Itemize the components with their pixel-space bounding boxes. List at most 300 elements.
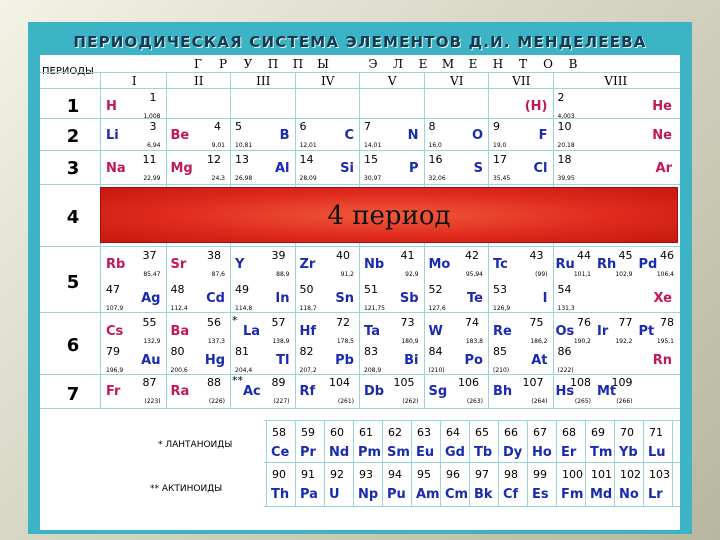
- atomic-mass: 137,3: [207, 338, 225, 345]
- element-cell: [102, 153, 167, 184]
- atomic-mass: 35,45: [493, 175, 511, 182]
- header-letter: Т: [518, 57, 527, 71]
- period-number: 7: [66, 384, 80, 405]
- atomic-mass: (226): [208, 398, 225, 405]
- period-4-banner: [100, 187, 678, 243]
- header-letter: У: [243, 57, 253, 71]
- atomic-number: 38: [207, 249, 221, 262]
- atomic-mass: 183,8: [465, 338, 483, 345]
- element-cell: [554, 283, 679, 314]
- atomic-number: 100: [562, 468, 583, 481]
- atomic-mass: 28,09: [299, 175, 317, 182]
- actinide-cell: [326, 466, 355, 506]
- element-symbol: Al: [274, 161, 290, 176]
- element-symbol: Cl: [533, 161, 548, 176]
- element-symbol: Mo: [428, 257, 451, 272]
- element-symbol: Na: [106, 161, 126, 176]
- atomic-number: 37: [142, 249, 157, 262]
- group-label: V: [387, 74, 397, 88]
- group-label: I: [131, 74, 137, 88]
- atomic-mass: 4,003: [557, 113, 575, 120]
- element-cell: [425, 120, 490, 151]
- atomic-number: 68: [562, 426, 576, 439]
- atomic-mass: (99): [535, 271, 548, 278]
- atomic-mass: 196,9: [106, 367, 124, 374]
- atomic-mass: 195,1: [656, 338, 674, 345]
- atomic-mass: 126,9: [493, 305, 511, 312]
- atomic-number: 57: [271, 316, 286, 329]
- element-symbol: O: [471, 128, 483, 143]
- element-symbol: Tl: [276, 353, 290, 368]
- header-letter: Э: [368, 57, 378, 71]
- atomic-number: 89: [271, 376, 286, 389]
- element-symbol: Am: [416, 487, 440, 502]
- header-letter: О: [543, 57, 553, 71]
- element-symbol: Ac: [243, 384, 261, 399]
- element-cell: [360, 249, 425, 280]
- header-letter: Е: [418, 57, 428, 71]
- element-cell: [425, 376, 490, 407]
- element-cell: [167, 120, 232, 151]
- element-symbol: Cm: [445, 487, 469, 502]
- lanthanide-cell: [355, 424, 384, 464]
- atomic-number: 17: [493, 153, 507, 166]
- element-symbol: Xe: [653, 291, 672, 306]
- element-cell: [296, 316, 361, 347]
- atomic-number: 42: [465, 249, 479, 262]
- grid-hline: [40, 246, 680, 247]
- element-symbol: In: [275, 291, 290, 306]
- element-symbol: Si: [340, 161, 354, 176]
- element-symbol: Pb: [335, 353, 354, 368]
- element-cell: [360, 283, 425, 314]
- fblock-vline: [440, 420, 441, 506]
- element-cell: [231, 249, 296, 280]
- atomic-number: 105: [393, 376, 415, 389]
- atomic-number: 104: [329, 376, 350, 389]
- header-letter: Ы: [317, 57, 329, 71]
- atomic-number: 91: [301, 468, 315, 481]
- element-symbol: Th: [271, 487, 290, 502]
- group-label: II: [194, 74, 204, 88]
- lanthanides-label: * ЛАНТАНОИДЫ: [158, 440, 233, 450]
- element-cell: [296, 283, 361, 314]
- element-symbol: Md: [590, 487, 613, 502]
- lanthanide-cell: [297, 424, 326, 464]
- element-symbol: Pt: [638, 324, 655, 339]
- element-cell: [231, 120, 296, 151]
- atomic-number: 2: [557, 91, 565, 104]
- element-symbol: Pd: [638, 257, 658, 272]
- element-symbol: Y: [235, 257, 245, 272]
- atomic-mass: (223): [144, 398, 161, 405]
- atomic-mass: 102,9: [615, 271, 633, 278]
- fblock-hline: [264, 462, 680, 463]
- element-symbol: Be: [170, 128, 190, 143]
- atomic-mass: 87,6: [211, 271, 225, 278]
- element-symbol: Po: [464, 353, 483, 368]
- atomic-mass: 92,9: [405, 271, 419, 278]
- element-cell: [554, 316, 596, 347]
- element-cell: [296, 376, 361, 407]
- atomic-mass: 192,2: [615, 338, 633, 345]
- fblock-hline: [264, 506, 680, 507]
- atomic-number: 77: [618, 316, 633, 329]
- atomic-number: 73: [400, 316, 415, 329]
- atomic-number: 54: [557, 283, 572, 296]
- element-symbol: Ho: [532, 445, 552, 460]
- element-symbol: Rn: [652, 353, 672, 368]
- element-cell: [489, 376, 554, 407]
- atomic-number: 63: [417, 426, 431, 439]
- element-symbol: Li: [106, 128, 119, 143]
- element-symbol: Mg: [170, 161, 193, 176]
- atomic-number: 87: [142, 376, 157, 389]
- atomic-number: 6: [299, 120, 307, 133]
- atomic-number: 84: [428, 345, 443, 358]
- atomic-mass: 26,98: [235, 175, 253, 182]
- atomic-number: 53: [493, 283, 507, 296]
- element-symbol: Hs: [555, 384, 575, 399]
- element-cell: [231, 376, 296, 407]
- atomic-mass: 14,01: [364, 142, 382, 149]
- grid-hline: [40, 88, 680, 89]
- element-cell: [231, 153, 296, 184]
- header-letter: П: [267, 57, 279, 71]
- atomic-number: 62: [388, 426, 402, 439]
- lanthanide-cell: [326, 424, 355, 464]
- element-symbol: Fr: [106, 384, 121, 399]
- element-symbol: Ta: [364, 324, 380, 339]
- grid-hline: [40, 72, 680, 73]
- element-symbol: Os: [555, 324, 575, 339]
- atomic-mass: 121,75: [364, 305, 385, 312]
- atomic-number: 4: [214, 120, 221, 133]
- atomic-number: 51: [364, 283, 378, 296]
- atomic-number: 88: [207, 376, 221, 389]
- header-letter: В: [568, 57, 578, 71]
- element-symbol: Ce: [271, 445, 290, 460]
- element-cell: [554, 91, 679, 122]
- header-letter: П: [292, 57, 304, 71]
- grid-hline: [40, 184, 680, 185]
- atomic-number: 61: [359, 426, 373, 439]
- element-cell: [296, 249, 361, 280]
- atomic-number: 10: [557, 120, 572, 133]
- element-cell: [425, 283, 490, 314]
- atomic-mass: 208,9: [364, 367, 382, 374]
- element-symbol: U: [329, 487, 340, 502]
- header-letter: Л: [392, 57, 403, 71]
- fblock-vline: [643, 420, 644, 506]
- atomic-number: 75: [529, 316, 544, 329]
- atomic-number: 12: [207, 153, 221, 166]
- element-symbol: Rh: [597, 257, 617, 272]
- atomic-mass: 95,94: [465, 271, 483, 278]
- actinide-cell: [384, 466, 413, 506]
- lanthanide-cell: [529, 424, 558, 464]
- header-letter: Р: [218, 57, 228, 71]
- element-cell: [102, 316, 167, 347]
- atomic-mass: 127,6: [428, 305, 446, 312]
- element-symbol: He: [652, 99, 672, 114]
- element-cell: [102, 283, 167, 314]
- element-symbol: Ba: [170, 324, 190, 339]
- element-cell: [167, 153, 232, 184]
- atomic-mass: 30,97: [364, 175, 382, 182]
- lanthanide-cell: [384, 424, 413, 464]
- atomic-number: 58: [272, 426, 286, 439]
- atomic-mass: 91,2: [340, 271, 354, 278]
- element-symbol: Nd: [329, 445, 350, 460]
- atomic-mass: 132,9: [143, 338, 161, 345]
- element-cell: [425, 153, 490, 184]
- atomic-mass: 10,81: [235, 142, 253, 149]
- element-symbol: Np: [358, 487, 379, 502]
- element-symbol: Ra: [170, 384, 190, 399]
- element-cell: [489, 283, 554, 314]
- element-symbol: Bi: [404, 353, 419, 368]
- atomic-mass: (227): [273, 398, 290, 405]
- element-cell: [167, 249, 232, 280]
- period-number: 4: [66, 207, 80, 228]
- element-cell: [425, 249, 490, 280]
- element-symbol: S: [473, 161, 483, 176]
- atomic-number: 101: [591, 468, 612, 481]
- actinide-cell: [616, 466, 645, 506]
- element-cell: [425, 316, 490, 347]
- fblock-vline: [411, 420, 412, 506]
- grid-hline: [40, 408, 680, 409]
- atomic-mass: 131,3: [557, 305, 575, 312]
- fblock-vline: [469, 420, 470, 506]
- atomic-mass: 112,4: [170, 305, 188, 312]
- atomic-number: 93: [359, 468, 373, 481]
- actinide-cell: [645, 466, 674, 506]
- element-cell: [102, 249, 167, 280]
- atomic-number: 40: [336, 249, 350, 262]
- atomic-number: 64: [446, 426, 460, 439]
- actinide-cell: [355, 466, 384, 506]
- element-cell: [595, 249, 637, 280]
- element-symbol: Cf: [503, 487, 519, 502]
- atomic-mass: 88,9: [276, 271, 290, 278]
- element-cell: [554, 153, 679, 184]
- atomic-number: 45: [618, 249, 633, 262]
- header-letter: Е: [468, 57, 478, 71]
- atomic-number: 71: [649, 426, 663, 439]
- actinide-cell: [587, 466, 616, 506]
- atomic-mass: (261): [337, 398, 354, 405]
- fblock-vline: [614, 420, 615, 506]
- element-cell: [554, 376, 596, 407]
- element-symbol: Hg: [204, 353, 225, 368]
- atomic-number: 96: [446, 468, 460, 481]
- atomic-mass: 180,9: [401, 338, 419, 345]
- actinide-cell: [268, 466, 297, 506]
- atomic-number: 39: [271, 249, 286, 262]
- element-cell: [489, 153, 554, 184]
- fblock-hline: [264, 420, 680, 421]
- element-symbol: (H): [524, 99, 548, 114]
- element-symbol: Bh: [493, 384, 513, 399]
- element-symbol: I: [542, 291, 548, 306]
- element-cell: [231, 316, 296, 347]
- atomic-number: 8: [428, 120, 436, 133]
- header-letter: Г: [194, 57, 202, 71]
- atomic-number: 18: [557, 153, 572, 166]
- element-symbol: Mt: [597, 384, 617, 399]
- element-cell: [102, 345, 167, 376]
- group-label: VI: [450, 74, 464, 88]
- group-label: IV: [321, 74, 335, 88]
- fblock-vline: [527, 420, 528, 506]
- element-symbol: Eu: [416, 445, 435, 460]
- atomic-number: 59: [301, 426, 315, 439]
- atomic-mass: 207,2: [299, 367, 317, 374]
- element-symbol: Te: [467, 291, 483, 306]
- atomic-number: 7: [364, 120, 371, 133]
- actinides-label: ** АКТИНОИДЫ: [150, 484, 223, 494]
- element-cell: [360, 153, 425, 184]
- element-symbol: C: [344, 128, 354, 143]
- atomic-number: 95: [417, 468, 431, 481]
- atomic-mass: 22,99: [143, 175, 161, 182]
- element-symbol: P: [408, 161, 419, 176]
- fblock-vline: [556, 420, 557, 506]
- fblock-vline: [672, 420, 673, 506]
- element-symbol: Db: [364, 384, 385, 399]
- atomic-number: 81: [235, 345, 249, 358]
- atomic-mass: 101,1: [573, 271, 591, 278]
- element-cell: [554, 249, 596, 280]
- atomic-number: 48: [170, 283, 185, 296]
- atomic-number: 16: [428, 153, 443, 166]
- atomic-mass: 19,0: [493, 142, 507, 149]
- element-symbol: Cd: [206, 291, 225, 306]
- group-label: III: [256, 74, 271, 88]
- element-cell: [167, 345, 232, 376]
- element-symbol: Rf: [299, 384, 316, 399]
- actinide-cell: [558, 466, 587, 506]
- element-cell: [102, 120, 167, 151]
- atomic-number: 109: [611, 376, 633, 389]
- atomic-mass: (210): [493, 367, 510, 374]
- atomic-number: 65: [475, 426, 489, 439]
- actinide-cell: [500, 466, 529, 506]
- asterisk-mark: *: [232, 314, 238, 327]
- atomic-mass: (263): [466, 398, 483, 405]
- atomic-mass: (210): [428, 367, 445, 374]
- atomic-number: 66: [504, 426, 518, 439]
- atomic-mass: 138,9: [272, 338, 290, 345]
- lanthanide-cell: [442, 424, 471, 464]
- atomic-number: 72: [336, 316, 350, 329]
- element-cell: [489, 249, 554, 280]
- element-symbol: Re: [493, 324, 512, 339]
- atomic-mass: (265): [574, 398, 591, 405]
- atomic-mass: 39,95: [557, 175, 575, 182]
- atomic-number: 14: [299, 153, 314, 166]
- actinide-cell: [471, 466, 500, 506]
- actinide-cell: [413, 466, 442, 506]
- element-symbol: No: [619, 487, 639, 502]
- actinide-cell: [297, 466, 326, 506]
- lanthanide-cell: [413, 424, 442, 464]
- element-symbol: Pu: [387, 487, 406, 502]
- element-symbol: Lr: [648, 487, 663, 502]
- element-symbol: Dy: [503, 445, 523, 460]
- atomic-number: 13: [235, 153, 249, 166]
- element-cell: [296, 153, 361, 184]
- element-cell: [102, 91, 167, 122]
- atomic-mass: 186,2: [530, 338, 548, 345]
- element-symbol: Tb: [474, 445, 493, 460]
- atomic-number: 98: [504, 468, 518, 481]
- element-symbol: Er: [561, 445, 577, 460]
- atomic-number: 82: [299, 345, 314, 358]
- element-symbol: N: [407, 128, 419, 143]
- lanthanide-cell: [500, 424, 529, 464]
- atomic-number: 44: [577, 249, 591, 262]
- atomic-number: 97: [475, 468, 489, 481]
- atomic-mass: 6,94: [147, 142, 161, 149]
- period-number: 3: [66, 158, 80, 179]
- element-symbol: Au: [141, 353, 161, 368]
- atomic-mass: 190,2: [573, 338, 591, 345]
- element-cell: [167, 316, 232, 347]
- element-cell: [360, 345, 425, 376]
- element-cell: [167, 376, 232, 407]
- element-cell: [489, 345, 554, 376]
- element-symbol: Sm: [387, 445, 410, 460]
- atomic-number: 74: [465, 316, 479, 329]
- atomic-mass: 178,5: [336, 338, 354, 345]
- element-symbol: Pr: [300, 445, 316, 460]
- element-symbol: Ne: [652, 128, 672, 143]
- element-symbol: Es: [532, 487, 549, 502]
- atomic-number: 50: [299, 283, 314, 296]
- atomic-mass: 106,4: [656, 271, 674, 278]
- period-4-banner-text: 4 период: [327, 201, 451, 231]
- atomic-number: 60: [330, 426, 344, 439]
- element-cell: [637, 316, 679, 347]
- element-cell: [489, 120, 554, 151]
- atomic-number: 9: [493, 120, 500, 133]
- element-symbol: H: [106, 99, 117, 114]
- atomic-number: 67: [533, 426, 547, 439]
- element-cell: [489, 91, 554, 122]
- atomic-mass: 24,3: [211, 175, 225, 182]
- element-symbol: Sn: [335, 291, 354, 306]
- atomic-mass: (222): [557, 367, 574, 374]
- element-symbol: Cs: [106, 324, 124, 339]
- page-title: ПЕРИОДИЧЕСКАЯ СИСТЕМА ЭЛЕМЕНТОВ Д.И. МЕНДЕЛЕЕВА: [40, 30, 680, 55]
- atomic-mass: 118,7: [299, 305, 317, 312]
- element-symbol: Hf: [299, 324, 317, 339]
- atomic-number: 103: [649, 468, 670, 481]
- element-cell: [489, 316, 554, 347]
- atomic-mass: 204,4: [235, 367, 253, 374]
- atomic-number: 5: [235, 120, 242, 133]
- element-symbol: Gd: [445, 445, 465, 460]
- element-symbol: Ir: [597, 324, 609, 339]
- element-symbol: B: [279, 128, 290, 143]
- atomic-number: 56: [207, 316, 221, 329]
- atomic-number: 106: [458, 376, 479, 389]
- group-label: VII: [512, 74, 531, 88]
- element-cell: [360, 376, 425, 407]
